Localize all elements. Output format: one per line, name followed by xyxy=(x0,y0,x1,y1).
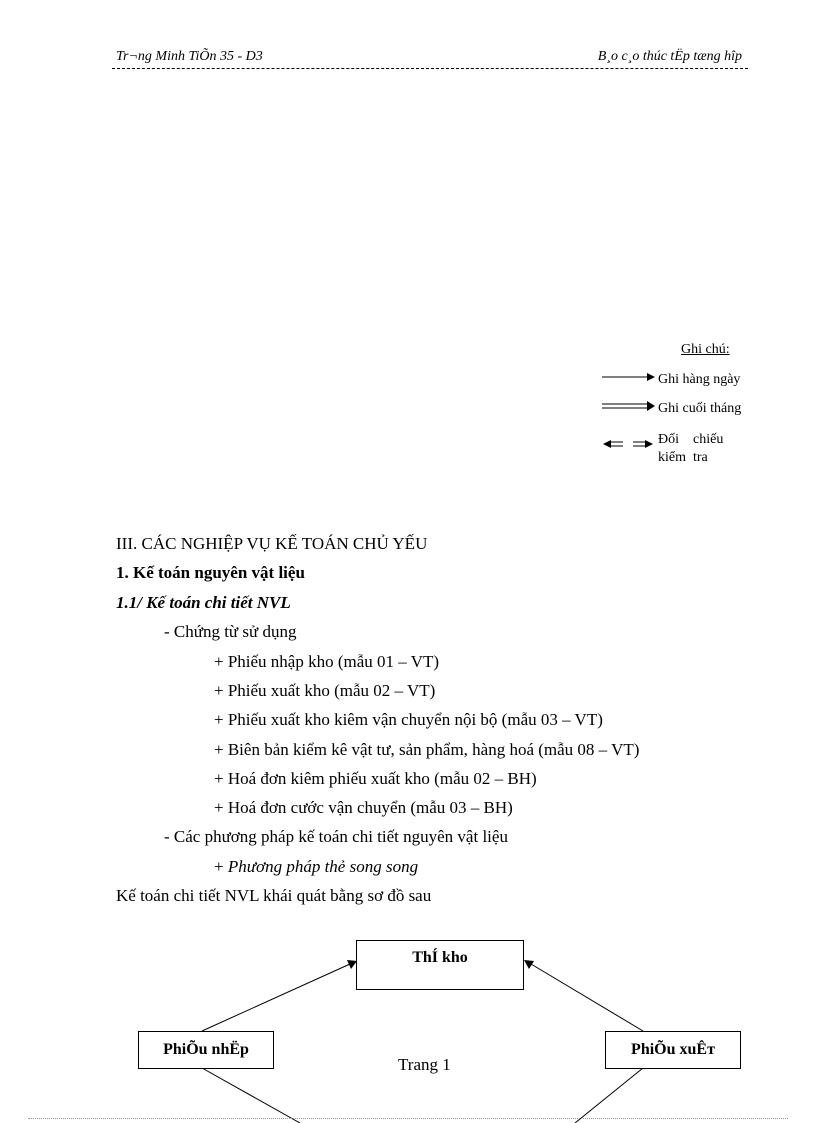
document-item: + Biên bản kiểm kê vật tư, sản phẩm, hàng hoá (mẫu 08 – VT) xyxy=(214,740,640,759)
subsubsection-title: 1.1/ Kế toán chi tiết NVL xyxy=(116,593,291,612)
subsection-title: 1. Kế toán nguyên vật liệu xyxy=(116,563,305,582)
legend-label-monthly: Ghi cuối tháng xyxy=(658,401,742,416)
issue-note-box xyxy=(605,1031,741,1069)
documents-used-heading: - Chứng từ sử dụng xyxy=(164,622,297,641)
diagram-intro: Kế toán chi tiết NVL khái quát bằng sơ đồ sau xyxy=(116,886,432,905)
method-name: Phương pháp thẻ song song xyxy=(227,857,419,876)
document-item: + Phiếu xuất kho (mẫu 02 – VT) xyxy=(214,681,436,700)
legend-label-compare-line2: kiểm tra xyxy=(658,450,708,465)
section-title: III. CÁC NGHIỆP VỤ KẾ TOÁN CHỦ YẾU xyxy=(116,534,428,553)
legend-title: Ghi chú: xyxy=(681,342,730,357)
issue-note-label: PhiÕu xuÊт xyxy=(631,1041,715,1058)
methods-heading: - Các phương pháp kế toán chi tiết nguyên vật liệu xyxy=(164,827,508,846)
legend-label-daily: Ghi hàng ngày xyxy=(658,372,741,387)
page-number: Trang 1 xyxy=(398,1055,451,1074)
header-report-title: B¸o c¸o thúc tËp tæng hîp xyxy=(597,49,742,64)
document-item: + Hoá đơn kiêm phiếu xuất kho (mẫu 02 – BH) xyxy=(214,769,537,788)
document-item: + Phiếu nhập kho (mẫu 01 – VT) xyxy=(214,652,440,671)
document-item: + Phiếu xuất kho kiêm vận chuyển nội bộ (mẫu 03 – VT) xyxy=(214,710,603,729)
method-bullet: + xyxy=(214,857,228,876)
document-item: + Hoá đơn cước vận chuyển (mẫu 03 – BH) xyxy=(214,798,513,817)
stock-card-label: ThÍ kho xyxy=(412,949,468,966)
stock-card-box xyxy=(356,940,524,990)
legend-label-compare-line1: Đối chiếu xyxy=(658,432,724,447)
receipt-note-box xyxy=(138,1031,274,1069)
header-author: Tr¬ng Minh TiÕn 35 - D3 xyxy=(116,49,263,64)
page-bottom-divider xyxy=(28,1118,788,1119)
receipt-note-label: PhiÕu nhËp xyxy=(163,1041,249,1058)
